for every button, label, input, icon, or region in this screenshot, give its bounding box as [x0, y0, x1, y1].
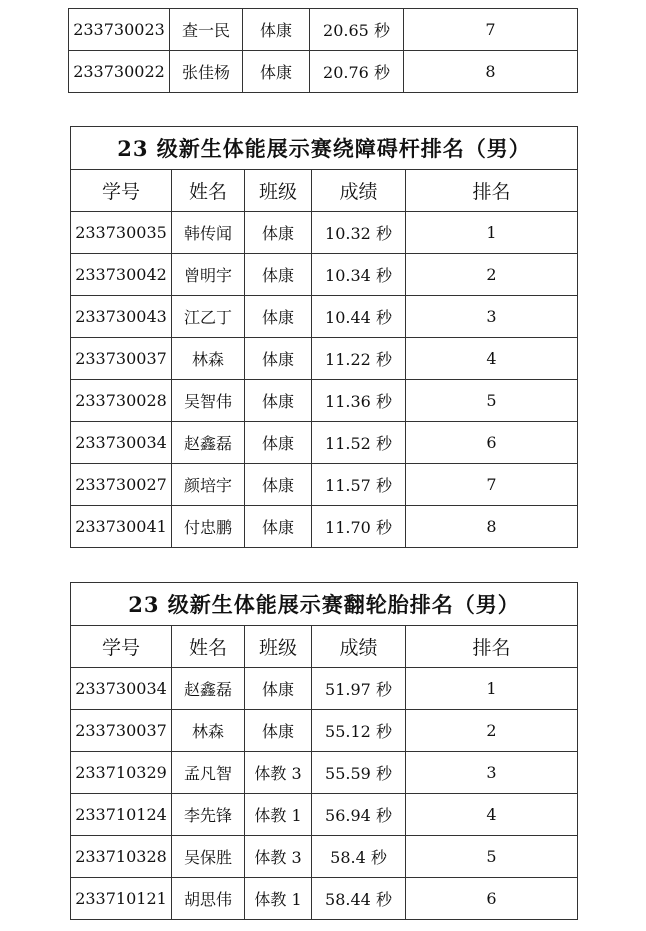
student-name-cell: 张佳杨	[170, 51, 243, 93]
rank-cell: 1	[406, 668, 578, 710]
rank-cell: 7	[406, 464, 578, 506]
header-class: 班级	[245, 170, 312, 212]
class-cell: 体康	[245, 422, 312, 464]
score-cell: 51.97 秒	[312, 668, 406, 710]
rank-cell: 7	[404, 9, 578, 51]
score-cell: 11.22 秒	[312, 338, 406, 380]
rank-cell: 2	[406, 710, 578, 752]
tire-flip-ranking-table	[70, 582, 578, 920]
table-header-row	[71, 626, 578, 668]
table-row	[71, 794, 578, 836]
table-row	[71, 878, 578, 920]
header-class: 班级	[245, 626, 312, 668]
table-row	[71, 836, 578, 878]
score-cell: 10.32 秒	[312, 212, 406, 254]
rank-cell: 3	[406, 296, 578, 338]
table-row	[71, 212, 578, 254]
table-title-row	[71, 127, 578, 170]
rank-cell: 4	[406, 794, 578, 836]
rank-cell: 6	[406, 878, 578, 920]
class-cell: 体康	[245, 380, 312, 422]
student-name-cell: 孟凡智	[172, 752, 245, 794]
student-id-cell: 233730037	[71, 710, 172, 752]
class-cell: 体康	[245, 212, 312, 254]
hurdle-ranking-table	[70, 126, 578, 548]
table-title: 23 级新生体能展示赛绕障碍杆排名（男）	[71, 127, 578, 170]
class-cell: 体康	[243, 9, 310, 51]
student-name-cell: 颜培宇	[172, 464, 245, 506]
score-cell: 11.70 秒	[312, 506, 406, 548]
rank-cell: 1	[406, 212, 578, 254]
rank-cell: 6	[406, 422, 578, 464]
rank-cell: 8	[404, 51, 578, 93]
student-name-cell: 吴保胜	[172, 836, 245, 878]
rank-cell: 8	[406, 506, 578, 548]
table-row	[71, 422, 578, 464]
score-cell: 20.65 秒	[310, 9, 404, 51]
header-rank: 排名	[406, 626, 578, 668]
table-header-row	[71, 170, 578, 212]
class-cell: 体康	[245, 296, 312, 338]
student-id-cell: 233710328	[71, 836, 172, 878]
header-student-id: 学号	[71, 170, 172, 212]
rank-cell: 5	[406, 836, 578, 878]
student-id-cell: 233730041	[71, 506, 172, 548]
student-id-cell: 233730022	[69, 51, 170, 93]
table-row	[71, 506, 578, 548]
table-row	[71, 464, 578, 506]
score-cell: 11.36 秒	[312, 380, 406, 422]
student-id-cell: 233710121	[71, 878, 172, 920]
student-name-cell: 查一民	[170, 9, 243, 51]
student-id-cell: 233730027	[71, 464, 172, 506]
class-cell: 体教 3	[245, 752, 312, 794]
header-name: 姓名	[172, 626, 245, 668]
table-row	[71, 338, 578, 380]
table-row	[71, 668, 578, 710]
rank-cell: 4	[406, 338, 578, 380]
student-id-cell: 233730037	[71, 338, 172, 380]
header-score: 成绩	[312, 626, 406, 668]
class-cell: 体教 3	[245, 836, 312, 878]
score-cell: 10.44 秒	[312, 296, 406, 338]
student-name-cell: 赵鑫磊	[172, 422, 245, 464]
score-cell: 10.34 秒	[312, 254, 406, 296]
class-cell: 体康	[243, 51, 310, 93]
student-name-cell: 吴智伟	[172, 380, 245, 422]
header-name: 姓名	[172, 170, 245, 212]
class-cell: 体教 1	[245, 878, 312, 920]
student-name-cell: 江乙丁	[172, 296, 245, 338]
rank-cell: 2	[406, 254, 578, 296]
table-row	[71, 380, 578, 422]
student-name-cell: 付忠鹏	[172, 506, 245, 548]
table-title: 23 级新生体能展示赛翻轮胎排名（男）	[71, 583, 578, 626]
student-name-cell: 赵鑫磊	[172, 668, 245, 710]
score-cell: 58.4 秒	[312, 836, 406, 878]
class-cell: 体康	[245, 710, 312, 752]
student-id-cell: 233730023	[69, 9, 170, 51]
table-row	[71, 752, 578, 794]
table-row	[71, 296, 578, 338]
student-name-cell: 韩传闻	[172, 212, 245, 254]
student-name-cell: 林森	[172, 710, 245, 752]
student-id-cell: 233730034	[71, 422, 172, 464]
class-cell: 体康	[245, 338, 312, 380]
table-row	[69, 51, 578, 93]
table-body	[69, 9, 578, 93]
score-cell: 11.52 秒	[312, 422, 406, 464]
score-cell: 11.57 秒	[312, 464, 406, 506]
class-cell: 体教 1	[245, 794, 312, 836]
table-body	[71, 583, 578, 920]
student-id-cell: 233730035	[71, 212, 172, 254]
student-name-cell: 曾明宇	[172, 254, 245, 296]
table-title-row	[71, 583, 578, 626]
table-row	[71, 710, 578, 752]
table-row	[69, 9, 578, 51]
student-name-cell: 胡思伟	[172, 878, 245, 920]
score-cell: 20.76 秒	[310, 51, 404, 93]
student-id-cell: 233710329	[71, 752, 172, 794]
score-cell: 55.12 秒	[312, 710, 406, 752]
header-score: 成绩	[312, 170, 406, 212]
score-cell: 58.44 秒	[312, 878, 406, 920]
student-id-cell: 233730034	[71, 668, 172, 710]
table-row	[71, 254, 578, 296]
header-student-id: 学号	[71, 626, 172, 668]
header-rank: 排名	[406, 170, 578, 212]
student-id-cell: 233730043	[71, 296, 172, 338]
class-cell: 体康	[245, 668, 312, 710]
score-cell: 55.59 秒	[312, 752, 406, 794]
class-cell: 体康	[245, 254, 312, 296]
ranking-table-continued	[68, 8, 578, 93]
class-cell: 体康	[245, 464, 312, 506]
student-name-cell: 李先锋	[172, 794, 245, 836]
class-cell: 体康	[245, 506, 312, 548]
table-body	[71, 127, 578, 548]
student-id-cell: 233710124	[71, 794, 172, 836]
rank-cell: 5	[406, 380, 578, 422]
score-cell: 56.94 秒	[312, 794, 406, 836]
rank-cell: 3	[406, 752, 578, 794]
student-name-cell: 林森	[172, 338, 245, 380]
student-id-cell: 233730042	[71, 254, 172, 296]
student-id-cell: 233730028	[71, 380, 172, 422]
